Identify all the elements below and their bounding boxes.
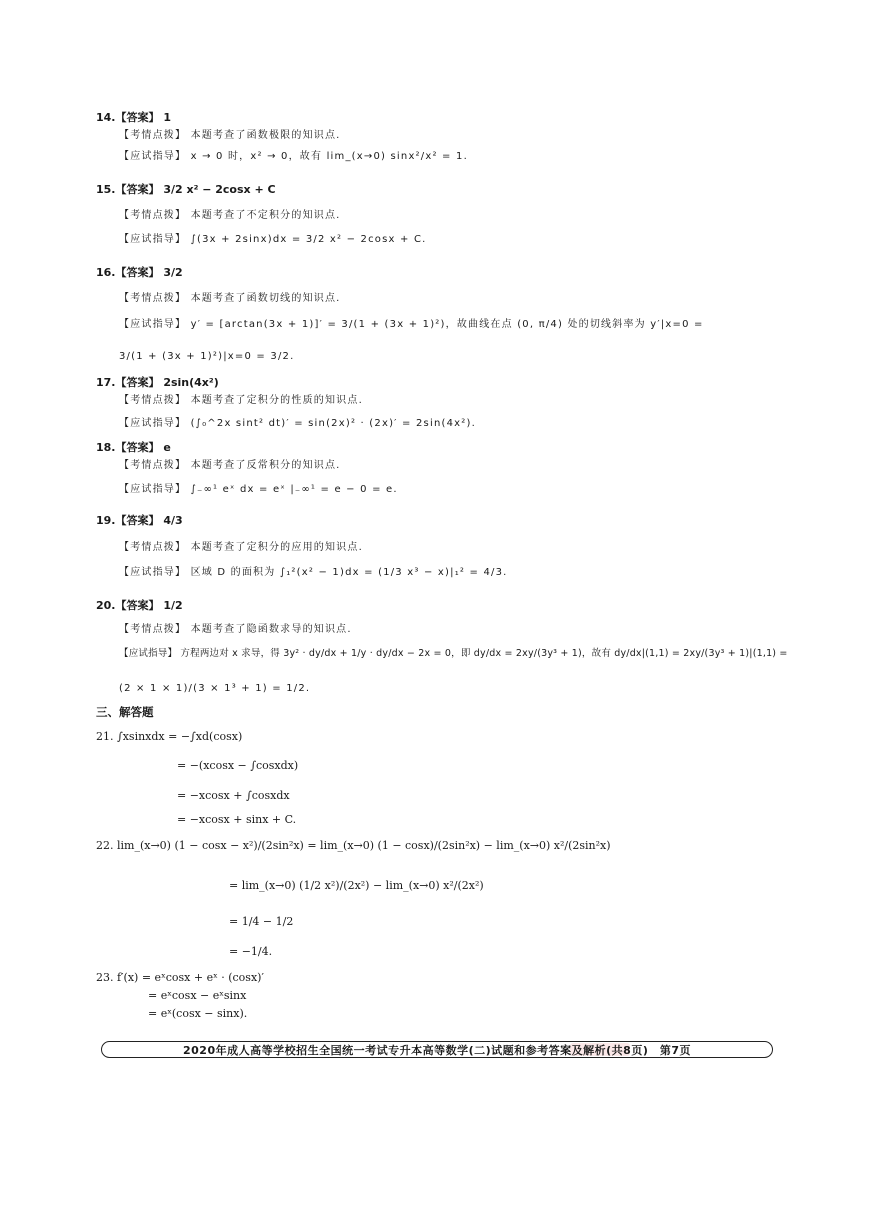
q20-guide-cont: (2 × 1 × 1)/(3 × 1³ + 1) = 1/2. — [119, 683, 311, 694]
page-footer: 2020年成人高等学校招生全国统一考试专升本高等数学(二)试题和参考答案及解析(共8页) 第7页 — [101, 1041, 773, 1058]
q18-point: 【考情点拨】 本题考查了反常积分的知识点. — [119, 460, 341, 471]
q15-guide: 【应试指导】 ∫(3x + 2sinx)dx = 3/2 x² − 2cosx + C. — [119, 234, 427, 245]
q19-answer: 19.【答案】 4/3 — [96, 514, 183, 527]
q20-guide: 【应试指导】 方程两边对 x 求导，得 3y² · dy/dx + 1/y · dy/dx − 2x = 0，即 dy/dx = 2xy/(3y³ + 1)，故有 dy/dx|(1,1) = 2xy/(3y³ + 1)|(1,1) = — [119, 648, 788, 659]
q18-guide: 【应试指导】 ∫₋∞¹ eˣ dx = eˣ |₋∞¹ = e − 0 = e. — [119, 484, 398, 495]
q23-line: = eˣcosx − eˣsinx — [148, 989, 247, 1002]
q22-line: = lim_(x→0) (1/2 x²)/(2x²) − lim_(x→0) x²/(2x²) — [229, 879, 484, 892]
q21-line: = −xcosx + ∫cosxdx — [177, 789, 290, 802]
q18-answer: 18.【答案】 e — [96, 441, 171, 454]
q16-guide-cont: 3/(1 + (3x + 1)²)|x=0 = 3/2. — [119, 351, 295, 362]
q16-point: 【考情点拨】 本题考查了函数切线的知识点. — [119, 293, 341, 304]
q22-line: = −1/4. — [229, 945, 273, 958]
q19-guide: 【应试指导】 区域 D 的面积为 ∫₁²(x² − 1)dx = (1/3 x³ − x)|₁² = 4/3. — [119, 567, 508, 578]
q14-point: 【考情点拨】 本题考查了函数极限的知识点. — [119, 130, 341, 141]
q14-guide: 【应试指导】 x → 0 时，x² → 0，故有 lim_(x→0) sinx²/x² = 1. — [119, 151, 468, 162]
q20-point: 【考情点拨】 本题考查了隐函数求导的知识点. — [119, 624, 352, 635]
q22-line: = 1/4 − 1/2 — [229, 915, 294, 928]
q20-answer: 20.【答案】 1/2 — [96, 599, 183, 612]
q23-line: = eˣ(cosx − sinx). — [148, 1007, 248, 1020]
q15-point: 【考情点拨】 本题考查了不定积分的知识点. — [119, 210, 341, 221]
q22-line: 22. lim_(x→0) (1 − cosx − x²)/(2sin²x) = lim_(x→0) (1 − cosx)/(2sin²x) − lim_(x→0) x²/(2sin²x) — [96, 839, 611, 852]
section-title: 三、解答题 — [96, 705, 154, 719]
q17-answer: 17.【答案】 2sin(4x²) — [96, 376, 219, 389]
q21-line: 21. ∫xsinxdx = −∫xd(cosx) — [96, 730, 243, 743]
q21-line: = −(xcosx − ∫cosxdx) — [177, 759, 299, 772]
q16-answer: 16.【答案】 3/2 — [96, 266, 183, 279]
q16-guide: 【应试指导】 y′ = [arctan(3x + 1)]′ = 3/(1 + (3x + 1)²)，故曲线在点 (0, π/4) 处的切线斜率为 y′|x=0 = — [119, 319, 704, 330]
q19-point: 【考情点拨】 本题考查了定积分的应用的知识点. — [119, 542, 363, 553]
q17-point: 【考情点拨】 本题考查了定积分的性质的知识点. — [119, 395, 363, 406]
q15-answer: 15.【答案】 3/2 x² − 2cosx + C — [96, 183, 276, 196]
q23-line: 23. f′(x) = eˣcosx + eˣ · (cosx)′ — [96, 971, 264, 984]
q21-line: = −xcosx + sinx + C. — [177, 813, 297, 826]
q14-answer: 14.【答案】 1 — [96, 111, 171, 124]
q17-guide: 【应试指导】 (∫₀^2x sint² dt)′ = sin(2x)² · (2x)′ = 2sin(4x²). — [119, 418, 476, 429]
